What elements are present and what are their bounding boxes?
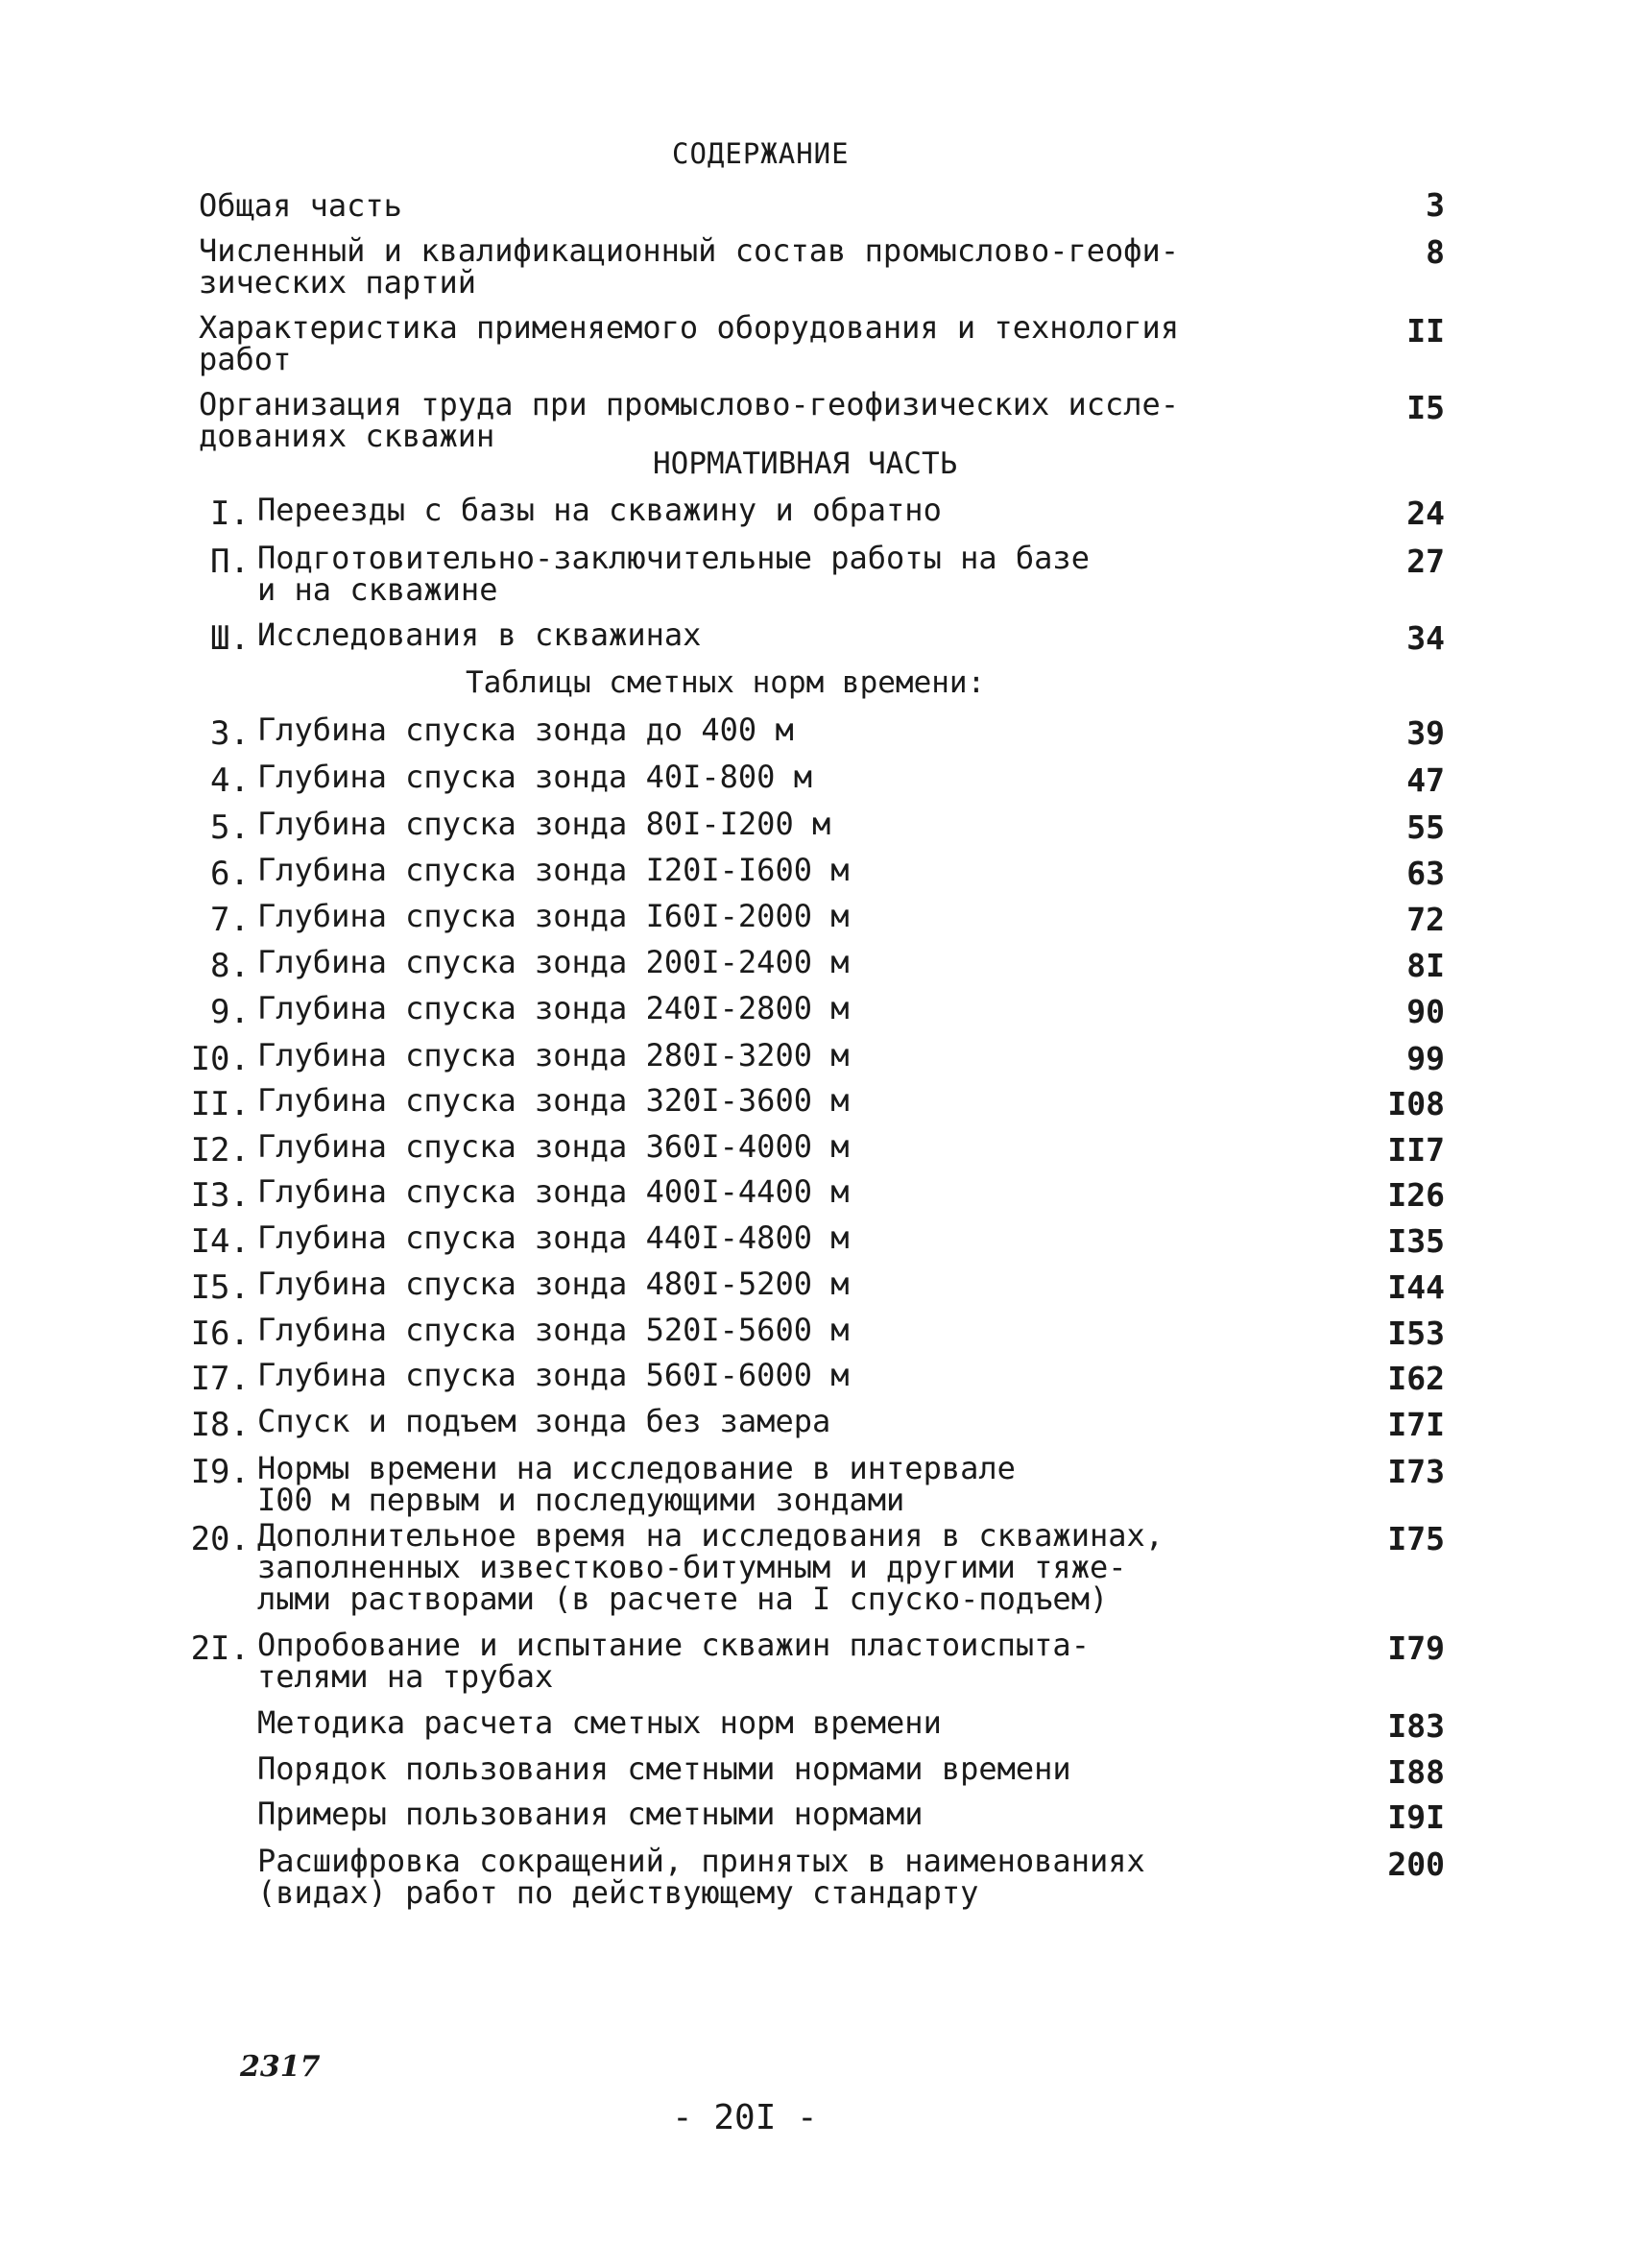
entry-page: 47	[1406, 761, 1445, 799]
entry-page: I08	[1387, 1085, 1445, 1122]
entry-number: 7.	[210, 901, 250, 939]
entry-text: Глубина спуска зонда до 400 м	[257, 712, 794, 748]
entry-text: Порядок пользования сметными нормами времени	[257, 1750, 1071, 1787]
entry-page: 8I	[1406, 947, 1445, 984]
entry-page: I26	[1387, 1176, 1445, 1214]
entry-text: Глубина спуска зонда 520I-5600 м	[257, 1312, 850, 1348]
entry-text: Дополнительное время на исследования в скважинах, заполненных известково-битумным и другими тяже- лыми растворами (в расчете на I спуско-подъем)	[257, 1517, 1164, 1617]
entry-number: 5.	[210, 808, 250, 847]
entry-text: Глубина спуска зонда 560I-6000 м	[257, 1357, 850, 1393]
entry-number: 2I.	[190, 1629, 250, 1668]
entry-text: Глубина спуска зонда 440I-4800 м	[257, 1219, 850, 1256]
entry-number: Ш.	[210, 619, 250, 658]
entry-number: 20.	[190, 1520, 250, 1558]
entry-page: 72	[1406, 901, 1445, 938]
entry-number: 6.	[210, 855, 250, 893]
entry-text: Характеристика применяемого оборудования и технология работ	[199, 309, 1180, 377]
entry-text: Глубина спуска зонда 240I-2800 м	[257, 990, 850, 1026]
entry-number: I9.	[190, 1453, 250, 1491]
page-title: СОДЕРЖАНИЕ	[672, 137, 850, 170]
entry-text: Глубина спуска зонда 80I-I200 м	[257, 806, 831, 842]
entry-text: Численный и квалификационный состав промыслово-геофи- зических партий	[199, 232, 1180, 301]
entry-page: II	[1406, 312, 1445, 350]
entry-page: I7I	[1387, 1406, 1445, 1443]
entry-number: I7.	[190, 1360, 250, 1398]
entry-text: Подготовительно-заключительные работы на базе и на скважине	[257, 540, 1090, 608]
entry-page: I44	[1387, 1268, 1445, 1306]
entry-number: II.	[190, 1085, 250, 1123]
entry-number: I5.	[190, 1268, 250, 1307]
entry-number: I3.	[190, 1176, 250, 1215]
entry-text: Глубина спуска зонда 400I-4400 м	[257, 1173, 850, 1210]
entry-text: Глубина спуска зонда I60I-2000 м	[257, 898, 850, 934]
entry-number: I6.	[190, 1315, 250, 1353]
entry-text: Примеры пользования сметными нормами	[257, 1796, 924, 1832]
entry-page: 3	[1426, 186, 1445, 224]
entry-number: 4.	[210, 761, 250, 800]
entry-text: Исследования в скважинах	[257, 616, 702, 653]
entry-text: Спуск и подъем зонда без замера	[257, 1403, 831, 1439]
entry-page: 90	[1406, 993, 1445, 1030]
entry-page: I62	[1387, 1360, 1445, 1397]
entry-text: Глубина спуска зонда 40I-800 м	[257, 759, 812, 795]
entry-page: I73	[1387, 1453, 1445, 1490]
entry-text: Глубина спуска зонда 200I-2400 м	[257, 944, 850, 980]
section-heading-normative: НОРМАТИВНАЯ ЧАСТЬ	[653, 446, 958, 481]
entry-page: II7	[1387, 1131, 1445, 1169]
entry-page: 39	[1406, 714, 1445, 752]
entry-page: 34	[1406, 619, 1445, 657]
entry-page: I35	[1387, 1222, 1445, 1260]
entry-number: I0.	[190, 1040, 250, 1078]
entry-page: I88	[1387, 1753, 1445, 1791]
entry-page: 55	[1406, 808, 1445, 846]
entry-page: 200	[1387, 1846, 1445, 1883]
entry-number: П.	[210, 543, 250, 581]
entry-number: 8.	[210, 947, 250, 985]
entry-number: 9.	[210, 993, 250, 1031]
entry-number: I8.	[190, 1406, 250, 1444]
entry-text: Глубина спуска зонда 280I-3200 м	[257, 1037, 850, 1074]
entry-number: I4.	[190, 1222, 250, 1261]
entry-text: Глубина спуска зонда 480I-5200 м	[257, 1266, 850, 1302]
entry-page: 8	[1426, 233, 1445, 271]
entry-page: I83	[1387, 1707, 1445, 1745]
entry-text: Глубина спуска зонда 320I-3600 м	[257, 1082, 850, 1119]
entry-text: Опробование и испытание скважин пластоиспыта- телями на трубах	[257, 1627, 1090, 1695]
page-number: - 20I -	[672, 2098, 818, 2137]
entry-text: Общая часть	[199, 187, 402, 224]
entry-text: Нормы времени на исследование в интервале I00 м первым и последующими зондами	[257, 1450, 1016, 1518]
entry-page: 24	[1406, 495, 1445, 532]
entry-text: Глубина спуска зонда 360I-4000 м	[257, 1128, 850, 1165]
handwritten-mark: 2317	[240, 2050, 321, 2084]
entry-page: I79	[1387, 1629, 1445, 1667]
entry-page: 63	[1406, 855, 1445, 892]
entry-page: I9I	[1387, 1798, 1445, 1836]
entry-text: Глубина спуска зонда I20I-I600 м	[257, 852, 850, 888]
entry-page: I75	[1387, 1520, 1445, 1557]
entry-page: 27	[1406, 543, 1445, 580]
entry-text: Расшифровка сокращений, принятых в наименованиях (видах) работ по действующему стандарту	[257, 1843, 1145, 1911]
entry-text: Переезды с базы на скважину и обратно	[257, 492, 942, 528]
entry-number: I.	[210, 495, 250, 533]
entry-number: 3.	[210, 714, 250, 753]
section-heading-tables: Таблицы сметных норм времени:	[466, 665, 986, 700]
entry-number: I2.	[190, 1131, 250, 1170]
entry-text: Организация труда при промыслово-геофизических иссле- дованиях скважин	[199, 386, 1180, 454]
entry-text: Методика расчета сметных норм времени	[257, 1704, 942, 1741]
entry-page: I53	[1387, 1315, 1445, 1352]
entry-page: 99	[1406, 1040, 1445, 1077]
entry-page: I5	[1406, 389, 1445, 426]
